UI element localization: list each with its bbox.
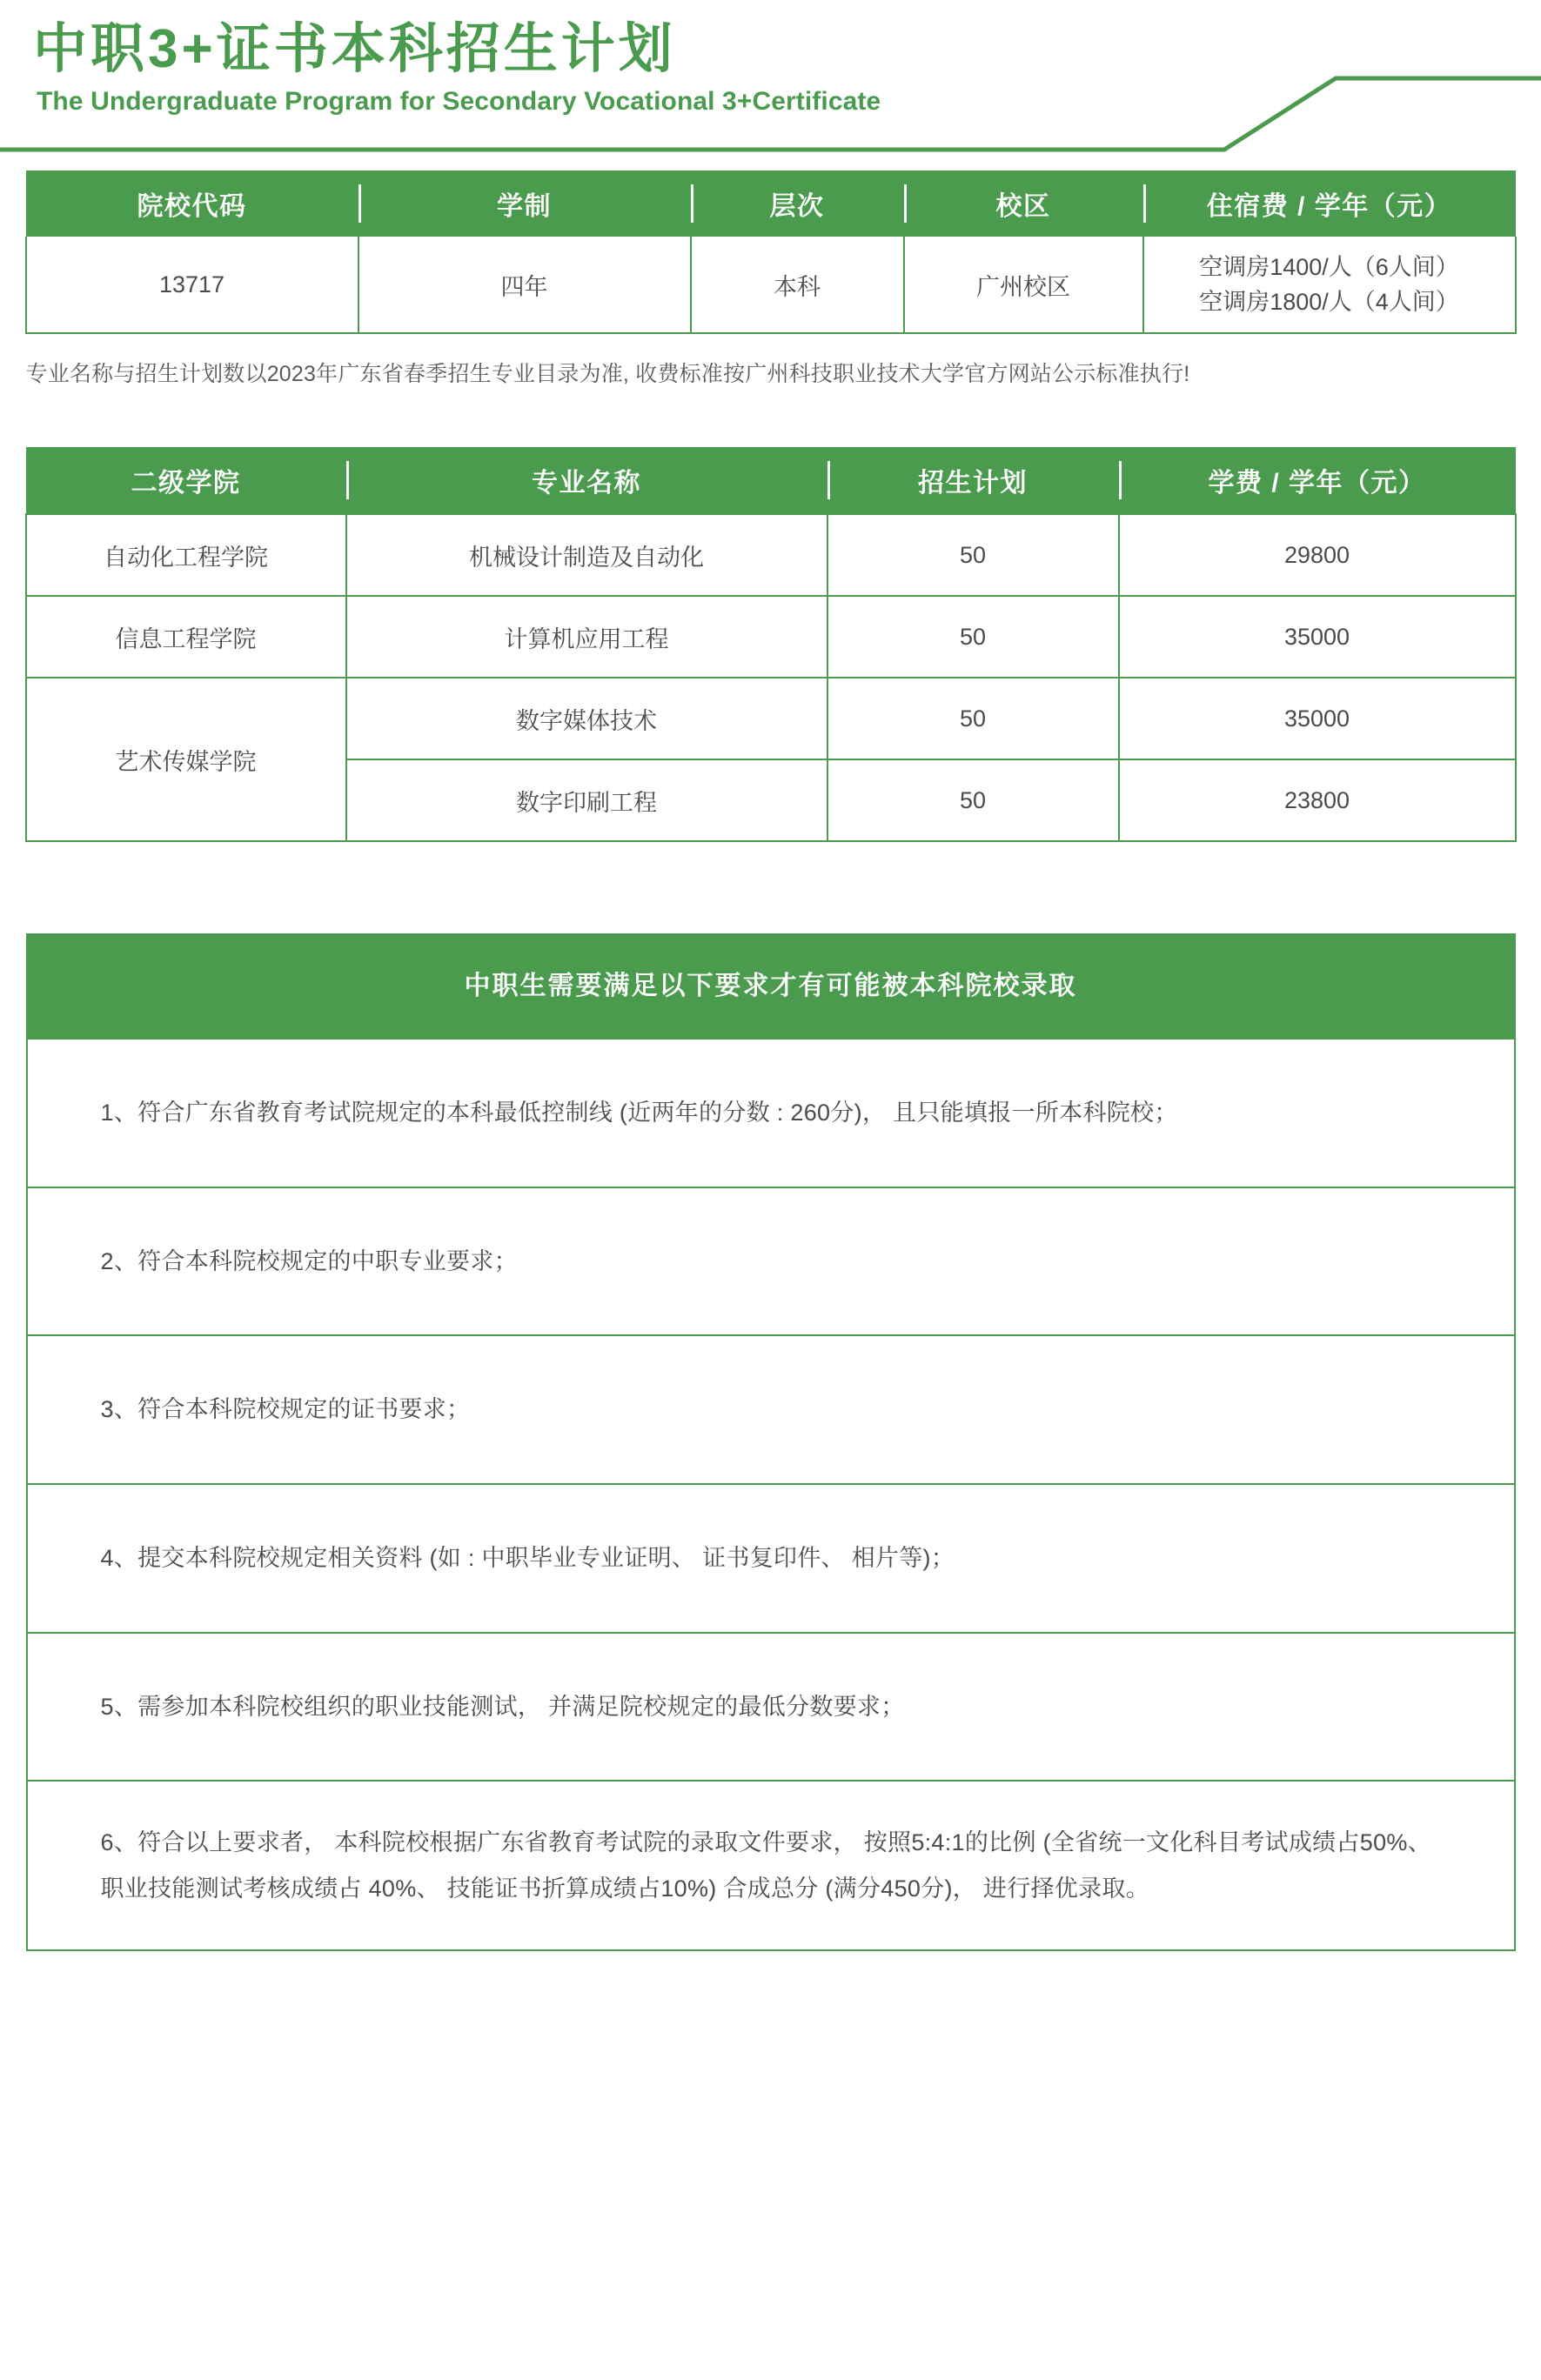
col-header-plan: 招生计划 (827, 447, 1119, 514)
col-header-school-code: 院校代码 (26, 170, 358, 237)
requirement-item-2: 2、符合本科院校规定的中职专业要求； (28, 1187, 1514, 1335)
requirements-title: 中职生需要满足以下要求才有可能被本科院校录取 (28, 935, 1514, 1038)
table-row (26, 596, 1516, 678)
cell-college: 自动化工程学院 (26, 514, 346, 596)
school-info-table (25, 170, 1517, 334)
requirements-panel (26, 933, 1516, 1951)
cell-tuition: 35000 (1119, 596, 1516, 678)
cell-college: 信息工程学院 (26, 596, 346, 678)
col-header-campus: 校区 (904, 170, 1143, 237)
cell-plan: 50 (827, 678, 1119, 759)
col-header-duration: 学制 (358, 170, 691, 237)
table-row (26, 237, 1516, 333)
cell-tuition: 35000 (1119, 678, 1516, 759)
cell-major: 计算机应用工程 (346, 596, 827, 678)
col-header-tuition: 学费 / 学年（元） (1119, 447, 1516, 514)
requirement-item-3: 3、符合本科院校规定的证书要求； (28, 1334, 1514, 1483)
fees-disclaimer-note: 专业名称与招生计划数以2023年广东省春季招生专业目录为准, 收费标准按广州科技职业技术大学官方网站公示标准执行! (25, 362, 1190, 386)
cell-school-code: 13717 (26, 237, 358, 333)
cell-level: 本科 (691, 237, 904, 333)
cell-campus: 广州校区 (904, 237, 1143, 333)
cell-plan: 50 (827, 514, 1119, 596)
col-header-college: 二级学院 (26, 447, 346, 514)
cell-plan: 50 (827, 759, 1119, 841)
cell-major: 数字媒体技术 (346, 678, 827, 759)
page-header (0, 0, 1541, 155)
school-info-section (0, 170, 1541, 334)
table-row (26, 514, 1516, 596)
requirement-item-6: 6、符合以上要求者， 本科院校根据广东省教育考试院的录取文件要求， 按照5:4:1的比例 (全省统一文化科目考试成绩占50%、 职业技能测试考核成绩占 40%、 技能证书折算成绩占10%) 合成总分 (满分450分)， 进行择优录取。 (28, 1780, 1514, 1949)
requirement-item-4: 4、提交本科院校规定相关资料 (如 : 中职毕业专业证明、 证书复印件、 相片等)； (28, 1483, 1514, 1632)
cell-duration: 四年 (358, 237, 691, 333)
cell-dorm-fee (1143, 237, 1516, 333)
table-header-row (26, 447, 1516, 514)
cell-tuition: 29800 (1119, 514, 1516, 596)
requirement-item-5: 5、需参加本科院校组织的职业技能测试， 并满足院校规定的最低分数要求； (28, 1632, 1514, 1781)
major-plan-table (25, 447, 1517, 842)
cell-tuition: 23800 (1119, 759, 1516, 841)
col-header-major: 专业名称 (346, 447, 827, 514)
table-header-row (26, 170, 1516, 237)
dorm-fee-line-2: 空调房1800/人（4人间） (1199, 289, 1459, 315)
cell-major: 机械设计制造及自动化 (346, 514, 827, 596)
col-header-level: 层次 (691, 170, 904, 237)
cell-college: 艺术传媒学院 (26, 678, 346, 841)
page-subtitle: The Undergraduate Program for Secondary Vocational 3+Certificate (37, 87, 881, 117)
col-header-dorm-fee: 住宿费 / 学年（元） (1143, 170, 1516, 237)
requirement-item-1: 1、符合广东省教育考试院规定的本科最低控制线 (近两年的分数 : 260分)， 且只能填报一所本科院校； (28, 1038, 1514, 1187)
table-row (26, 678, 1516, 759)
dorm-fee-line-1: 空调房1400/人（6人间） (1199, 253, 1459, 280)
cell-plan: 50 (827, 596, 1119, 678)
cell-major: 数字印刷工程 (346, 759, 827, 841)
page-title: 中职3+证书本科招生计划 (33, 19, 676, 79)
major-plan-section (0, 447, 1541, 842)
